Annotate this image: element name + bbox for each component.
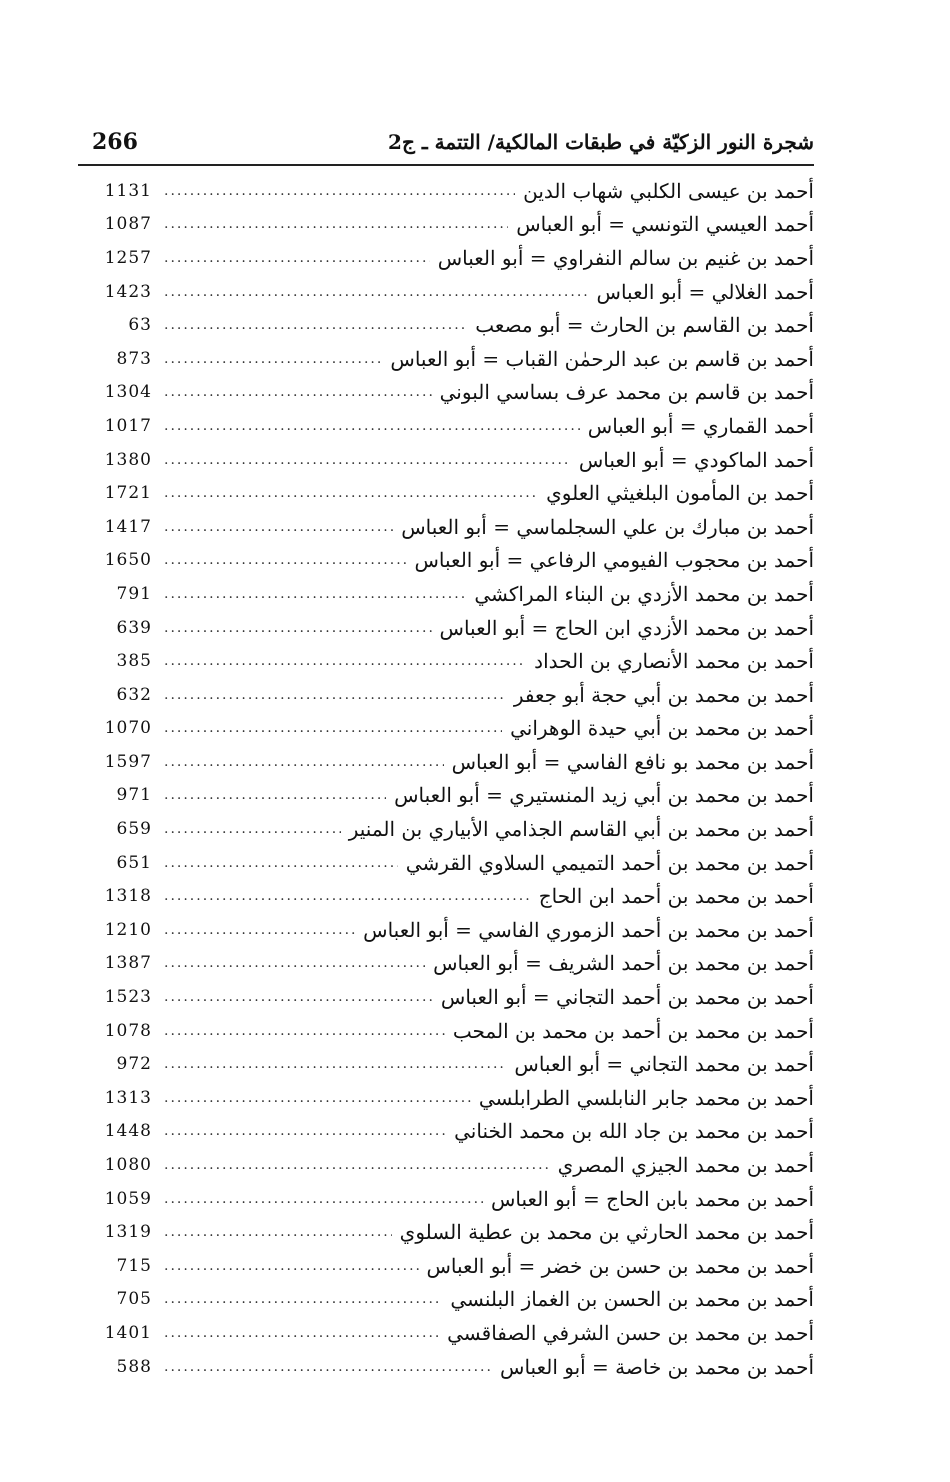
dot-leader (164, 1056, 506, 1072)
entry-name: أحمد بن المأمون البلغيثي العلوي (546, 481, 814, 506)
entry-page-number: 971 (116, 785, 152, 806)
entry-name: أحمد بن محمد بن أحمد ابن الحاج (538, 884, 814, 909)
page-number: 266 (92, 129, 138, 155)
index-entry (92, 846, 814, 880)
dot-leader (164, 1224, 392, 1240)
entry-page-number: 659 (116, 819, 152, 840)
entry-page-number: 1448 (104, 1121, 152, 1142)
entry-name: أحمد بن محمد بن أحمد بن محمد بن المحب (452, 1018, 814, 1043)
entry-page-number: 1059 (104, 1188, 152, 1209)
index-entry (92, 1182, 814, 1216)
entry-name: أحمد بن محمد بن أحمد الشريف = أبو العباس (433, 951, 814, 976)
entry-name: أحمد بن قاسم بن محمد عرف بساسي البوني (439, 380, 814, 405)
entry-page-number: 1597 (104, 751, 152, 772)
entry-name: أحمد بن محمد بن أبي زيد المنستيري = أبو العباس (394, 783, 814, 808)
entry-page-number: 1318 (104, 886, 152, 907)
entry-page-number: 1319 (104, 1222, 152, 1243)
entry-page-number: 705 (116, 1289, 152, 1310)
entry-name: أحمد القماري = أبو العباس (587, 413, 814, 438)
dot-leader (164, 552, 407, 568)
entry-page-number: 1080 (104, 1155, 152, 1176)
dot-leader (164, 855, 398, 871)
index-entry (92, 577, 814, 611)
entry-page-number: 1523 (104, 987, 152, 1008)
entry-name: أحمد بن محمد بن حسن الشرفي الصفاقسي (447, 1320, 814, 1345)
dot-leader (164, 821, 341, 837)
dot-leader (164, 687, 506, 703)
dot-leader (164, 1258, 419, 1274)
entry-page-number: 588 (116, 1356, 152, 1377)
dot-leader (164, 485, 538, 501)
entry-page-number: 1017 (104, 415, 152, 436)
dot-leader (164, 922, 355, 938)
index-entry (92, 980, 814, 1014)
index-entry (92, 342, 814, 376)
index-entry (92, 409, 814, 443)
dot-leader (164, 955, 425, 971)
entry-page-number: 791 (116, 583, 152, 604)
index-entry (92, 712, 814, 746)
entry-name: أحمد بن محمد بو نافع الفاسي = أبو العباس (451, 749, 814, 774)
dot-leader (164, 418, 580, 434)
dot-leader (164, 787, 386, 803)
dot-leader (164, 384, 432, 400)
index-entry (92, 544, 814, 578)
entry-name: أحمد بن محمد بن أبي القاسم الجذامي الأبياري بن المنير (348, 817, 814, 842)
entry-page-number: 972 (116, 1054, 152, 1075)
index-entry (92, 476, 814, 510)
dot-leader (164, 250, 430, 266)
dot-leader (164, 1191, 483, 1207)
dot-leader (164, 1123, 446, 1139)
index-entry (92, 812, 814, 846)
entry-page-number: 63 (128, 315, 152, 336)
entry-name: أحمد بن قاسم بن عبد الرحمٰن القباب = أبو العباس (390, 346, 814, 371)
running-title: شجرة النور الزكيّة في طبقات المالكية/ التتمة ـ ج2 (388, 130, 814, 154)
entry-name: أحمد العيسي التونسي = أبو العباس (516, 212, 814, 237)
dot-leader (164, 653, 526, 669)
dot-leader (164, 1359, 492, 1375)
index-entry (92, 913, 814, 947)
dot-leader (164, 351, 382, 367)
index-list (92, 174, 814, 1383)
dot-leader (164, 754, 444, 770)
entry-page-number: 1380 (104, 449, 152, 470)
entry-page-number: 1387 (104, 953, 152, 974)
dot-leader (164, 1090, 471, 1106)
dot-leader (164, 989, 433, 1005)
entry-name: أحمد بن محمد الجيزي المصري (557, 1153, 814, 1178)
entry-page-number: 1304 (104, 382, 152, 403)
dot-leader (164, 586, 466, 602)
index-entry (92, 611, 814, 645)
entry-page-number: 1650 (104, 550, 152, 571)
index-entry (92, 1115, 814, 1149)
index-entry (92, 1249, 814, 1283)
entry-name: أحمد بن محمد التجاني = أبو العباس (514, 1052, 814, 1077)
entry-page-number: 632 (116, 684, 152, 705)
entry-name: أحمد بن محمد بن حسن بن خضر = أبو العباس (426, 1253, 814, 1278)
entry-name: أحمد بن محمد بن أحمد الزموري الفاسي = أبو العباس (363, 917, 814, 942)
entry-name: أحمد بن محمد جابر النابلسي الطرابلسي (478, 1085, 814, 1110)
index-entry (92, 1148, 814, 1182)
entry-page-number: 1257 (104, 247, 152, 268)
index-entry (92, 678, 814, 712)
entry-name: أحمد بن غنيم بن سالم النفراوي = أبو العباس (437, 245, 814, 270)
entry-page-number: 1131 (104, 180, 152, 201)
dot-leader (164, 519, 393, 535)
dot-leader (164, 183, 515, 199)
index-entry (92, 1215, 814, 1249)
entry-page-number: 1423 (104, 281, 152, 302)
entry-page-number: 385 (116, 651, 152, 672)
dot-leader (164, 1023, 445, 1039)
entry-name: أحمد بن محمد الأزدي بن البناء المراكشي (474, 581, 814, 606)
index-entry (92, 779, 814, 813)
index-entry (92, 1047, 814, 1081)
entry-name: أحمد بن محمد بن أحمد التميمي السلاوي القرشي (405, 850, 814, 875)
page-header (92, 120, 814, 164)
entry-page-number: 715 (116, 1255, 152, 1276)
entry-name: أحمد بن عيسى الكلبي شهاب الدين (523, 178, 814, 203)
entry-name: أحمد بن محجوب الفيومي الرفاعي = أبو العباس (414, 548, 814, 573)
entry-page-number: 1070 (104, 718, 152, 739)
entry-name: أحمد بن مبارك بن علي السجلماسي = أبو العباس (401, 514, 814, 539)
header-divider (78, 164, 814, 166)
entry-page-number: 873 (116, 348, 152, 369)
dot-leader (164, 317, 467, 333)
index-entry (92, 376, 814, 410)
index-entry (92, 208, 814, 242)
index-entry (92, 443, 814, 477)
dot-leader (164, 1157, 550, 1173)
entry-name: أحمد بن محمد الأنصاري بن الحداد (534, 649, 814, 674)
dot-leader (164, 888, 531, 904)
dot-leader (164, 284, 589, 300)
dot-leader (164, 216, 508, 232)
index-entry (92, 1350, 814, 1384)
entry-name: أحمد الماكودي = أبو العباس (578, 447, 814, 472)
index-entry (92, 1316, 814, 1350)
index-entry (92, 947, 814, 981)
entry-name: أحمد بن محمد بن خاصة = أبو العباس (500, 1354, 814, 1379)
dot-leader (164, 1291, 442, 1307)
index-entry (92, 1081, 814, 1115)
dot-leader (164, 1325, 439, 1341)
entry-page-number: 1210 (104, 919, 152, 940)
entry-name: أحمد بن محمد الأزدي ابن الحاج = أبو العباس (439, 615, 814, 640)
entry-page-number: 1313 (104, 1087, 152, 1108)
index-entry (92, 1283, 814, 1317)
index-entry (92, 644, 814, 678)
entry-page-number: 1417 (104, 516, 152, 537)
index-entry (92, 745, 814, 779)
entry-page-number: 651 (116, 852, 152, 873)
entry-name: أحمد بن محمد بن الحسن بن الغماز البلنسي (450, 1287, 814, 1312)
entry-name: أحمد بن محمد الحارثي بن محمد بن عطية السلوي (399, 1220, 814, 1245)
entry-page-number: 1078 (104, 1020, 152, 1041)
entry-name: أحمد بن محمد بن أبي حجة أبو جعفر (513, 682, 814, 707)
entry-page-number: 639 (116, 617, 152, 638)
entry-name: أحمد بن محمد بن جاد الله بن محمد الخناني (454, 1119, 814, 1144)
entry-page-number: 1087 (104, 214, 152, 235)
entry-page-number: 1721 (104, 483, 152, 504)
entry-name: أحمد بن محمد بابن الحاج = أبو العباس (490, 1186, 814, 1211)
index-entry (92, 879, 814, 913)
entry-name: أحمد بن محمد بن أحمد التجاني = أبو العباس (440, 985, 814, 1010)
entry-name: أحمد بن محمد بن أبي حيدة الوهراني (510, 716, 814, 741)
index-entry (92, 174, 814, 208)
entry-name: أحمد بن القاسم بن الحارث = أبو مصعب (475, 313, 814, 338)
dot-leader (164, 720, 502, 736)
dot-leader (164, 620, 432, 636)
index-entry (92, 510, 814, 544)
index-entry (92, 308, 814, 342)
entry-page-number: 1401 (104, 1322, 152, 1343)
entry-name: أحمد الغلالي = أبو العباس (596, 279, 814, 304)
dot-leader (164, 452, 571, 468)
index-entry (92, 275, 814, 309)
index-entry (92, 1014, 814, 1048)
index-entry (92, 241, 814, 275)
